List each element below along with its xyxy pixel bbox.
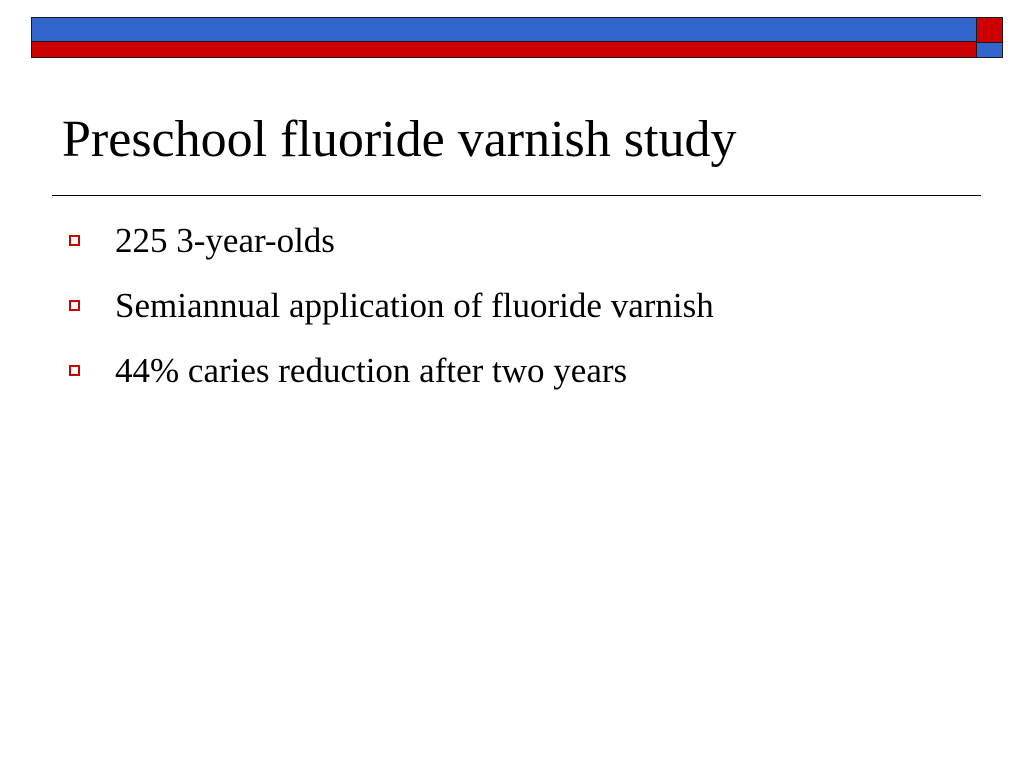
header-bar-blue	[31, 17, 977, 41]
bullet-item	[64, 218, 335, 262]
bullet-text: 225 3-year-olds	[115, 220, 335, 260]
hollow-square-icon	[69, 300, 80, 311]
bullet-item	[64, 348, 627, 392]
hollow-square-icon	[69, 365, 80, 376]
hollow-square-icon	[69, 235, 80, 246]
bullet-text: 44% caries reduction after two years	[115, 350, 628, 390]
header-bar-red	[31, 41, 977, 58]
title-divider	[52, 195, 981, 196]
bullet-item	[64, 283, 714, 327]
header-corner-block-red	[977, 17, 1003, 42]
slide-title: Preschool fluoride varnish study	[62, 111, 737, 168]
bullet-text: Semiannual application of fluoride varnish	[115, 285, 714, 325]
header-corner-block-blue	[977, 42, 1003, 58]
